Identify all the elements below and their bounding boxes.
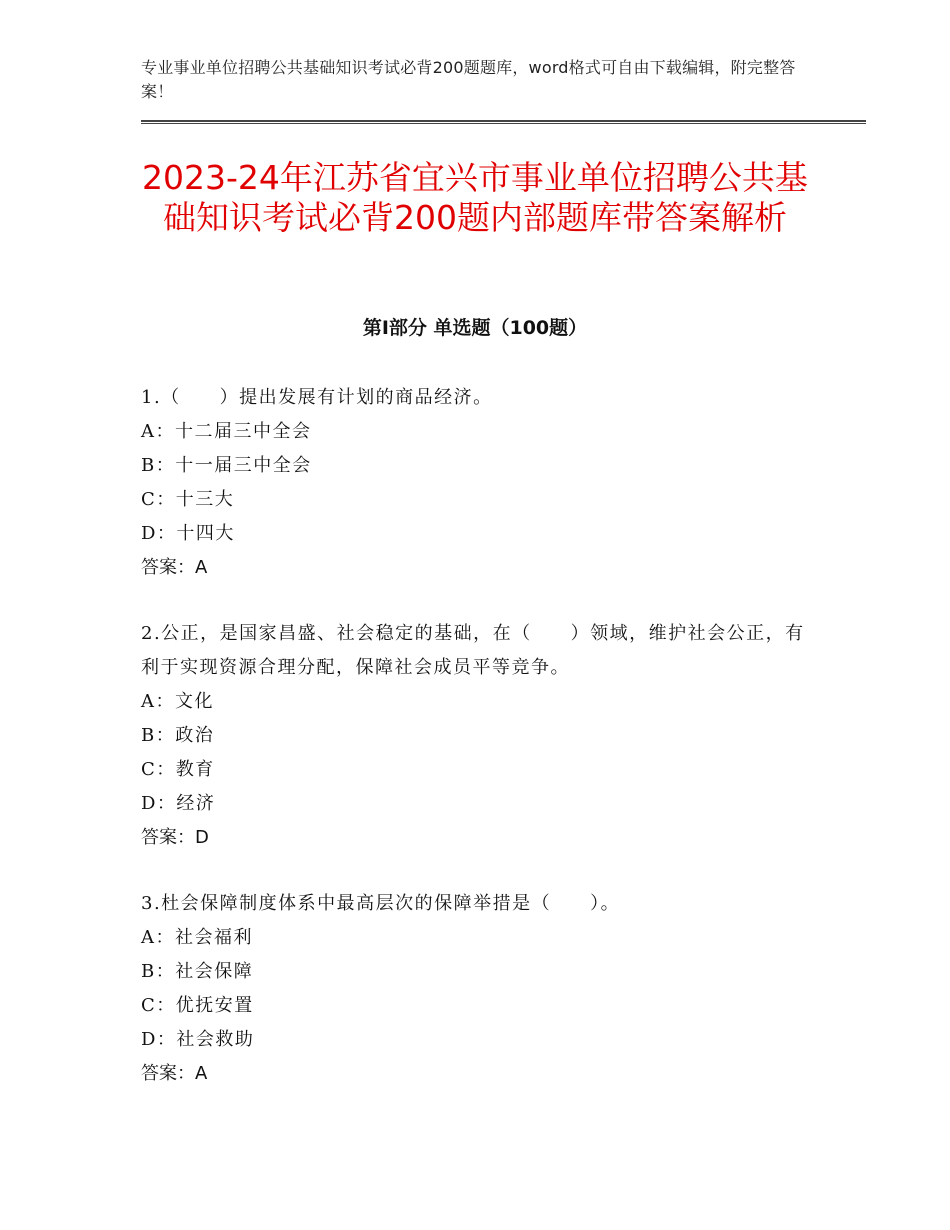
question-3	[141, 887, 811, 1091]
option-b: B：社会保障	[141, 961, 254, 982]
question-stem: 3.杜会保障制度体系中最高层次的保障举措是（ ）。	[141, 893, 621, 914]
question-stem: 1.（ ）提出发展有计划的商品经济。	[141, 387, 493, 408]
answer-line: 答案：D	[141, 827, 209, 848]
option-b: B：十一届三中全会	[141, 455, 312, 476]
question-2	[141, 617, 811, 855]
option-c: C：教育	[141, 759, 215, 780]
answer-line: 答案：A	[141, 1063, 208, 1084]
option-c: C：优抚安置	[141, 995, 254, 1016]
question-1	[141, 381, 811, 585]
option-a: A：十二届三中全会	[141, 421, 312, 442]
answer-line: 答案：A	[141, 557, 208, 578]
option-c: C：十三大	[141, 489, 235, 510]
option-a: A：社会福利	[141, 927, 253, 948]
option-b: B：政治	[141, 725, 215, 746]
section-heading: 第I部分 单选题（100题）	[362, 317, 588, 339]
header-note: 专业事业单位招聘公共基础知识考试必背200题题库，word格式可自由下载编辑，附完整答案！	[141, 58, 796, 101]
option-d: D：经济	[141, 793, 216, 814]
option-d: D：社会救助	[141, 1029, 255, 1050]
option-a: A：文化	[141, 691, 214, 712]
option-d: D：十四大	[141, 523, 235, 544]
question-stem: 2.公正，是国家昌盛、社会稳定的基础，在（ ）领域，维护社会公正，有利于实现资源合理分配，保障社会成员平等竞争。	[141, 623, 805, 678]
question-list	[141, 381, 811, 1123]
document-title: 2023-24年江苏省宜兴市事业单位招聘公共基础知识考试必背200题内部题库带答案解析	[142, 158, 808, 237]
header-divider	[141, 120, 866, 124]
